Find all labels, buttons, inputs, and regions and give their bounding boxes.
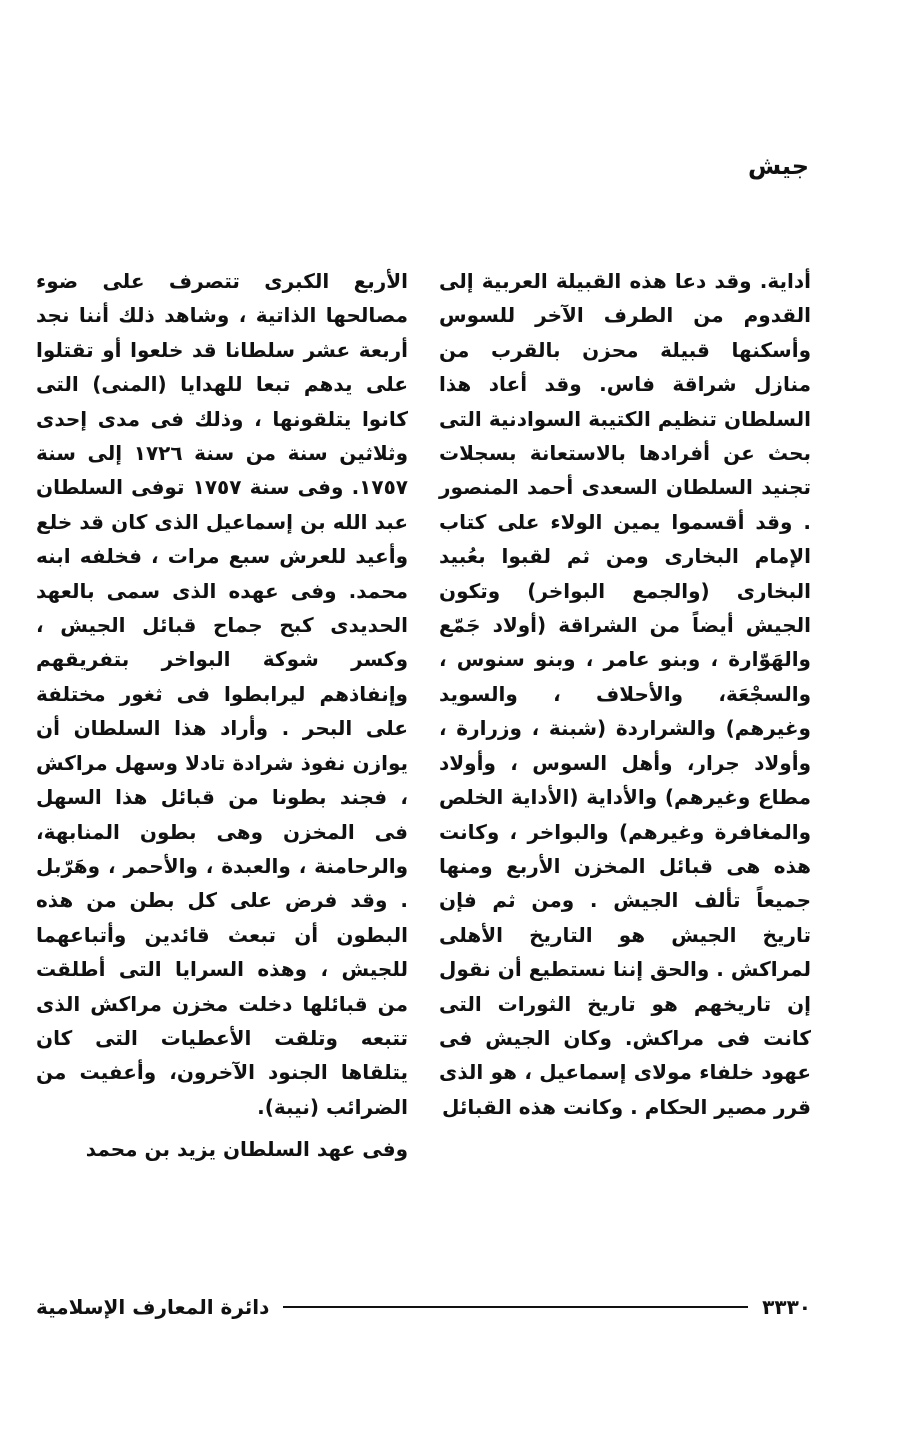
paragraph: وفى عهد السلطان يزيد بن محمد [85, 1137, 408, 1162]
page-number: ٣٣٣٠ [762, 1295, 811, 1319]
text-column-left [36, 264, 408, 1167]
paragraph: أداية. وقد دعا هذه القبيلة العربية إلى القدوم من الطرف الآخر للسوس وأسكنها قبيلة محزن بالقرب من منازل شراقة فاس. وقد أعاد هذا السلطان تنظيم الكتيبة السوادنية التى بحث عن أفرادها بالاستعانة بسجلات تجنيد السلطان السعدى أحمد المنصور . وقد أقسموا يمين الولاء على كتاب الإمام البخارى ومن ثم لقبوا بعُبيد البخارى (والجمع البواخر) وتكون الجيش أيضاً من الشراقة (أولاد جَمّع والهَوّارة ، وبنو عامر ، وبنو سنوس ، والسجْعَة، والأحلاف ، والسويد وغيرهم) والشراردة (شبنة ، وزرارة ، وأولاد جرار، وأهل السوس ، وأولاد مطاع وغيرهم) والأداية (الأداية الخلص والمغافرة وغيرهم) والبواخر ، وكانت هذه هى قبائل المخزن الأربع ومنها جميعاً تألف الجيش . ومن ثم فإن تاريخ الجيش هو التاريخ الأهلى لمراكش . والحق إننا نستطيع أن نقول إن تاريخهم هو تاريخ الثورات التى كانت فى مراكش. وكان الجيش فى عهود خلفاء مولاى إسماعيل ، هو الذى قرر مصير الحكام . وكانت هذه القبائل [439, 269, 811, 1119]
text-column-right [439, 264, 811, 1124]
paragraph: الأربع الكبرى تتصرف على ضوء مصالحها الذاتية ، وشاهد ذلك أننا نجد أربعة عشر سلطانا قد خلعوا أو تقتلوا على يدهم تبعا للهدايا (المنى) التى كانوا يتلقونها ، وذلك فى مدى إحدى وثلاثين سنة من سنة ١٧٢٦ إلى سنة ١٧٥٧. وفى سنة ١٧٥٧ توفى السلطان عبد الله بن إسماعيل الذى كان قد خلع وأعيد للعرش سبع مرات ، فخلفه ابنه محمد. وفى عهده الذى سمى بالعهد الحديدى كبح جماح قبائل الجيش ، وكسر شوكة البواخر بتفريقهم وإنفاذهم ليرابطوا فى ثغور مختلفة على البحر . وأراد هذا السلطان أن يوازن نفوذ شرادة تادلا وسهل مراكش ، فجند بطونا من قبائل هذا السهل فى المخزن وهى بطون المنابهة، والرحامنة ، والعبدة ، والأحمر ، وهَرّبل . وقد فرض على كل بطن من هذه البطون أن تبعث قائدين وأتباعهما للجيش ، وهذه السرايا التى أطلقت من قبائلها دخلت مخزن مراكش الذى تتبعه وتلقت الأعطيات التى كان يتلقاها الجنود الآخرون، وأعفيت من الضرائب (نيبة). [36, 269, 408, 1119]
page-footer [36, 1292, 811, 1322]
running-head: جيش [747, 152, 809, 180]
footer-rule [283, 1306, 748, 1308]
publication-title: دائرة المعارف الإسلامية [36, 1295, 270, 1319]
